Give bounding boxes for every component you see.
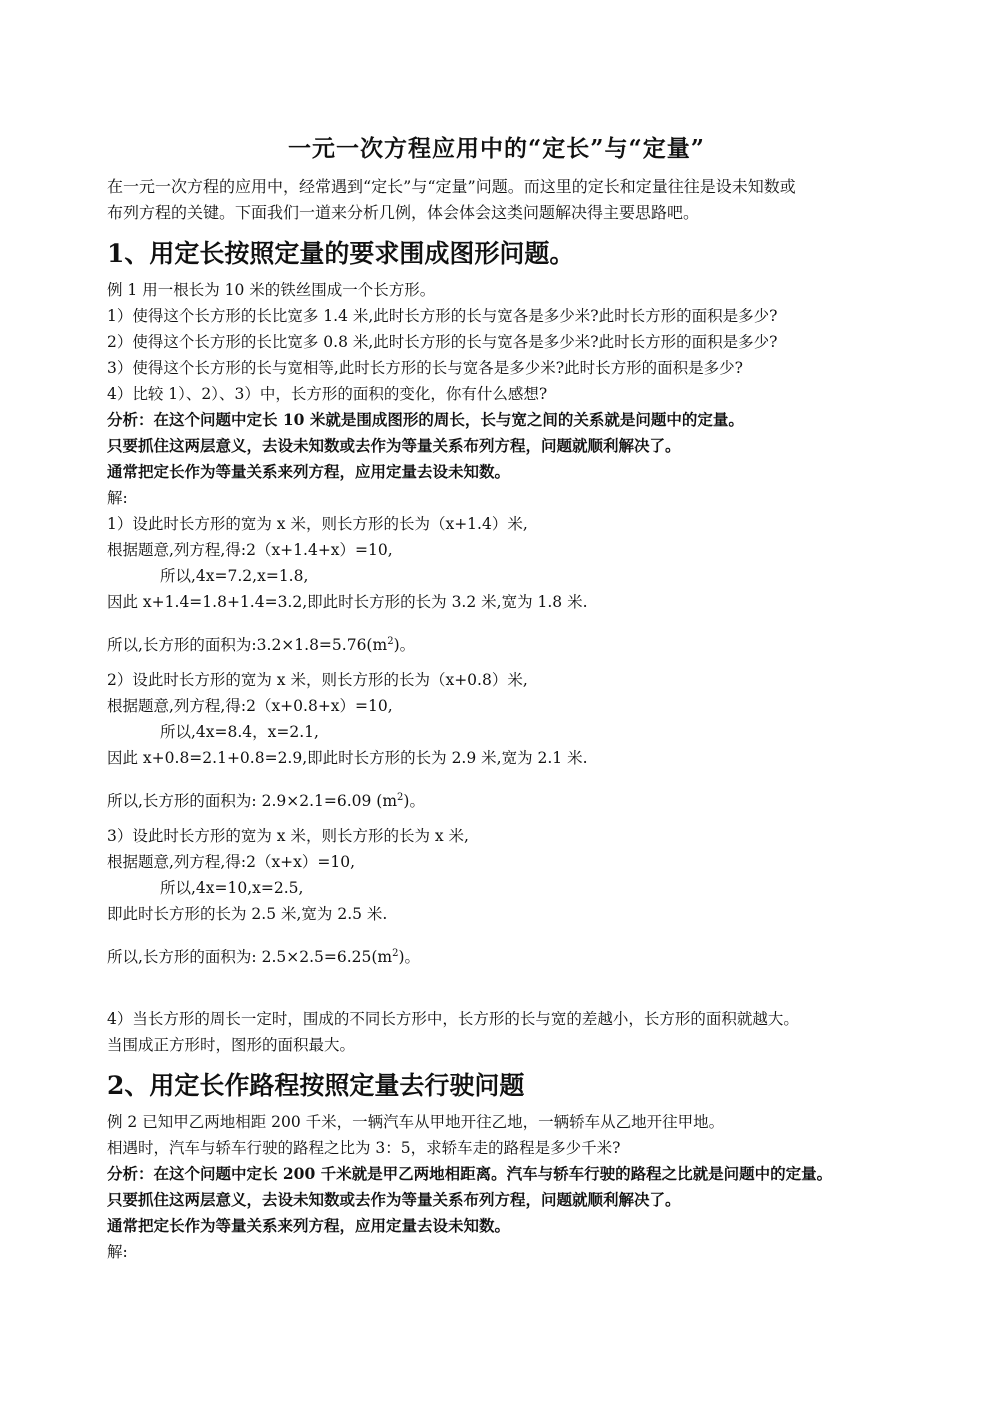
- solution-label: 解:: [107, 1243, 128, 1261]
- section2-heading: 2、用定长作路程按照定量去行驶问题: [107, 1071, 525, 1100]
- intro-line: 在一元一次方程的应用中，经常遇到“定长”与“定量”问题。而这里的定长和定量往往是设未知数或: [107, 177, 796, 196]
- analysis-line: 分析：在这个问题中定长 10 米就是围成图形的周长，长与宽之间的关系就是问题中的定量。: [107, 410, 744, 429]
- solution-label: 解:: [107, 489, 128, 507]
- solution-line: 根据题意,列方程,得:2（x+x）=10,: [107, 853, 356, 871]
- example1-text: 例 1 用一根长为 10 米的铁丝围成一个长方形。: [107, 281, 436, 299]
- analysis-line: 通常把定长作为等量关系来列方程，应用定量去设未知数。: [107, 1216, 511, 1235]
- question-2: 2）使得这个长方形的长比宽多 0.8 米,此时长方形的长与宽各是多少米?此时长方形的面积是多少?: [107, 333, 778, 351]
- solution-line: 1）设此时长方形的宽为 x 米，则长方形的长为（x+1.4）米,: [107, 515, 528, 533]
- solution-line: 所以,4x=7.2,x=1.8,: [160, 567, 309, 585]
- solution-line: 2）设此时长方形的宽为 x 米，则长方形的长为（x+0.8）米,: [107, 671, 528, 689]
- area-result-1: 所以,长方形的面积为$:3.2\times 1.8=5.76(m^2)$。: [107, 636, 416, 655]
- document-title: 一元一次方程应用中的“定长”与“定量”: [288, 135, 705, 162]
- analysis-line: 分析：在这个问题中定长 200 千米就是甲乙两地相距离。汽车与轿车行驶的路程之比就是问题中的定量。: [107, 1164, 833, 1183]
- conclusion-line: 4）当长方形的周长一定时，围成的不同长方形中，长方形的长与宽的差越小，长方形的面积就越大。: [107, 1010, 799, 1028]
- solution-line: 根据题意,列方程,得:2（x+0.8+x）=10,: [107, 697, 393, 715]
- question-4: 4）比较 1）、2）、3）中，长方形的面积的变化，你有什么感想?: [107, 385, 548, 403]
- solution-line: 因此 x+1.4=1.8+1.4=3.2,即此时长方形的长为 3.2 米,宽为 1.8 米.: [107, 593, 588, 611]
- example2-text: 例 2 已知甲乙两地相距 200 千米，一辆汽车从甲地开往乙地，一辆轿车从乙地开往甲地。: [107, 1113, 725, 1131]
- conclusion-line: 当围成正方形时，图形的面积最大。: [107, 1036, 356, 1054]
- solution-line: 所以,4x=8.4，x=2.1,: [160, 723, 319, 741]
- example2-text: 相遇时，汽车与轿车行驶的路程之比为 3：5，求轿车走的路程是多少千米?: [107, 1139, 621, 1157]
- analysis-line: 只要抓住这两层意义，去设未知数或去作为等量关系布列方程，问题就顺利解决了。: [107, 1190, 681, 1209]
- solution-line: 根据题意,列方程,得:2（x+1.4+x）=10,: [107, 541, 393, 559]
- question-3: 3）使得这个长方形的长与宽相等,此时长方形的长与宽各是多少米?此时长方形的面积是多少?: [107, 359, 743, 377]
- section1-heading: 1、用定长按照定量的要求围成图形问题。: [107, 239, 575, 268]
- question-1: 1）使得这个长方形的长比宽多 1.4 米,此时长方形的长与宽各是多少米?此时长方形的面积是多少?: [107, 307, 778, 325]
- solution-line: 即此时长方形的长为 2.5 米,宽为 2.5 米.: [107, 905, 388, 923]
- area-result-2: 所以,长方形的面积为: 2.9×2.1=6.09 $(m^2)$。: [107, 792, 425, 811]
- solution-line: 因此 x+0.8=2.1+0.8=2.9,即此时长方形的长为 2.9 米,宽为 2.1 米.: [107, 749, 588, 767]
- solution-line: 3）设此时长方形的宽为 x 米，则长方形的长为 x 米,: [107, 827, 469, 845]
- solution-line: 所以,4x=10,x=2.5,: [160, 879, 304, 897]
- intro-paragraph: [107, 174, 907, 226]
- area-result-3: 所以,长方形的面积为: $2.5\times 2.5=6.25(m^2)$。: [107, 948, 421, 967]
- intro-line: 布列方程的关键。下面我们一道来分析几例，体会体会这类问题解决得主要思路吧。: [107, 203, 700, 222]
- analysis-line: 通常把定长作为等量关系来列方程，应用定量去设未知数。: [107, 462, 511, 481]
- analysis-line: 只要抓住这两层意义，去设未知数或去作为等量关系布列方程，问题就顺利解决了。: [107, 436, 681, 455]
